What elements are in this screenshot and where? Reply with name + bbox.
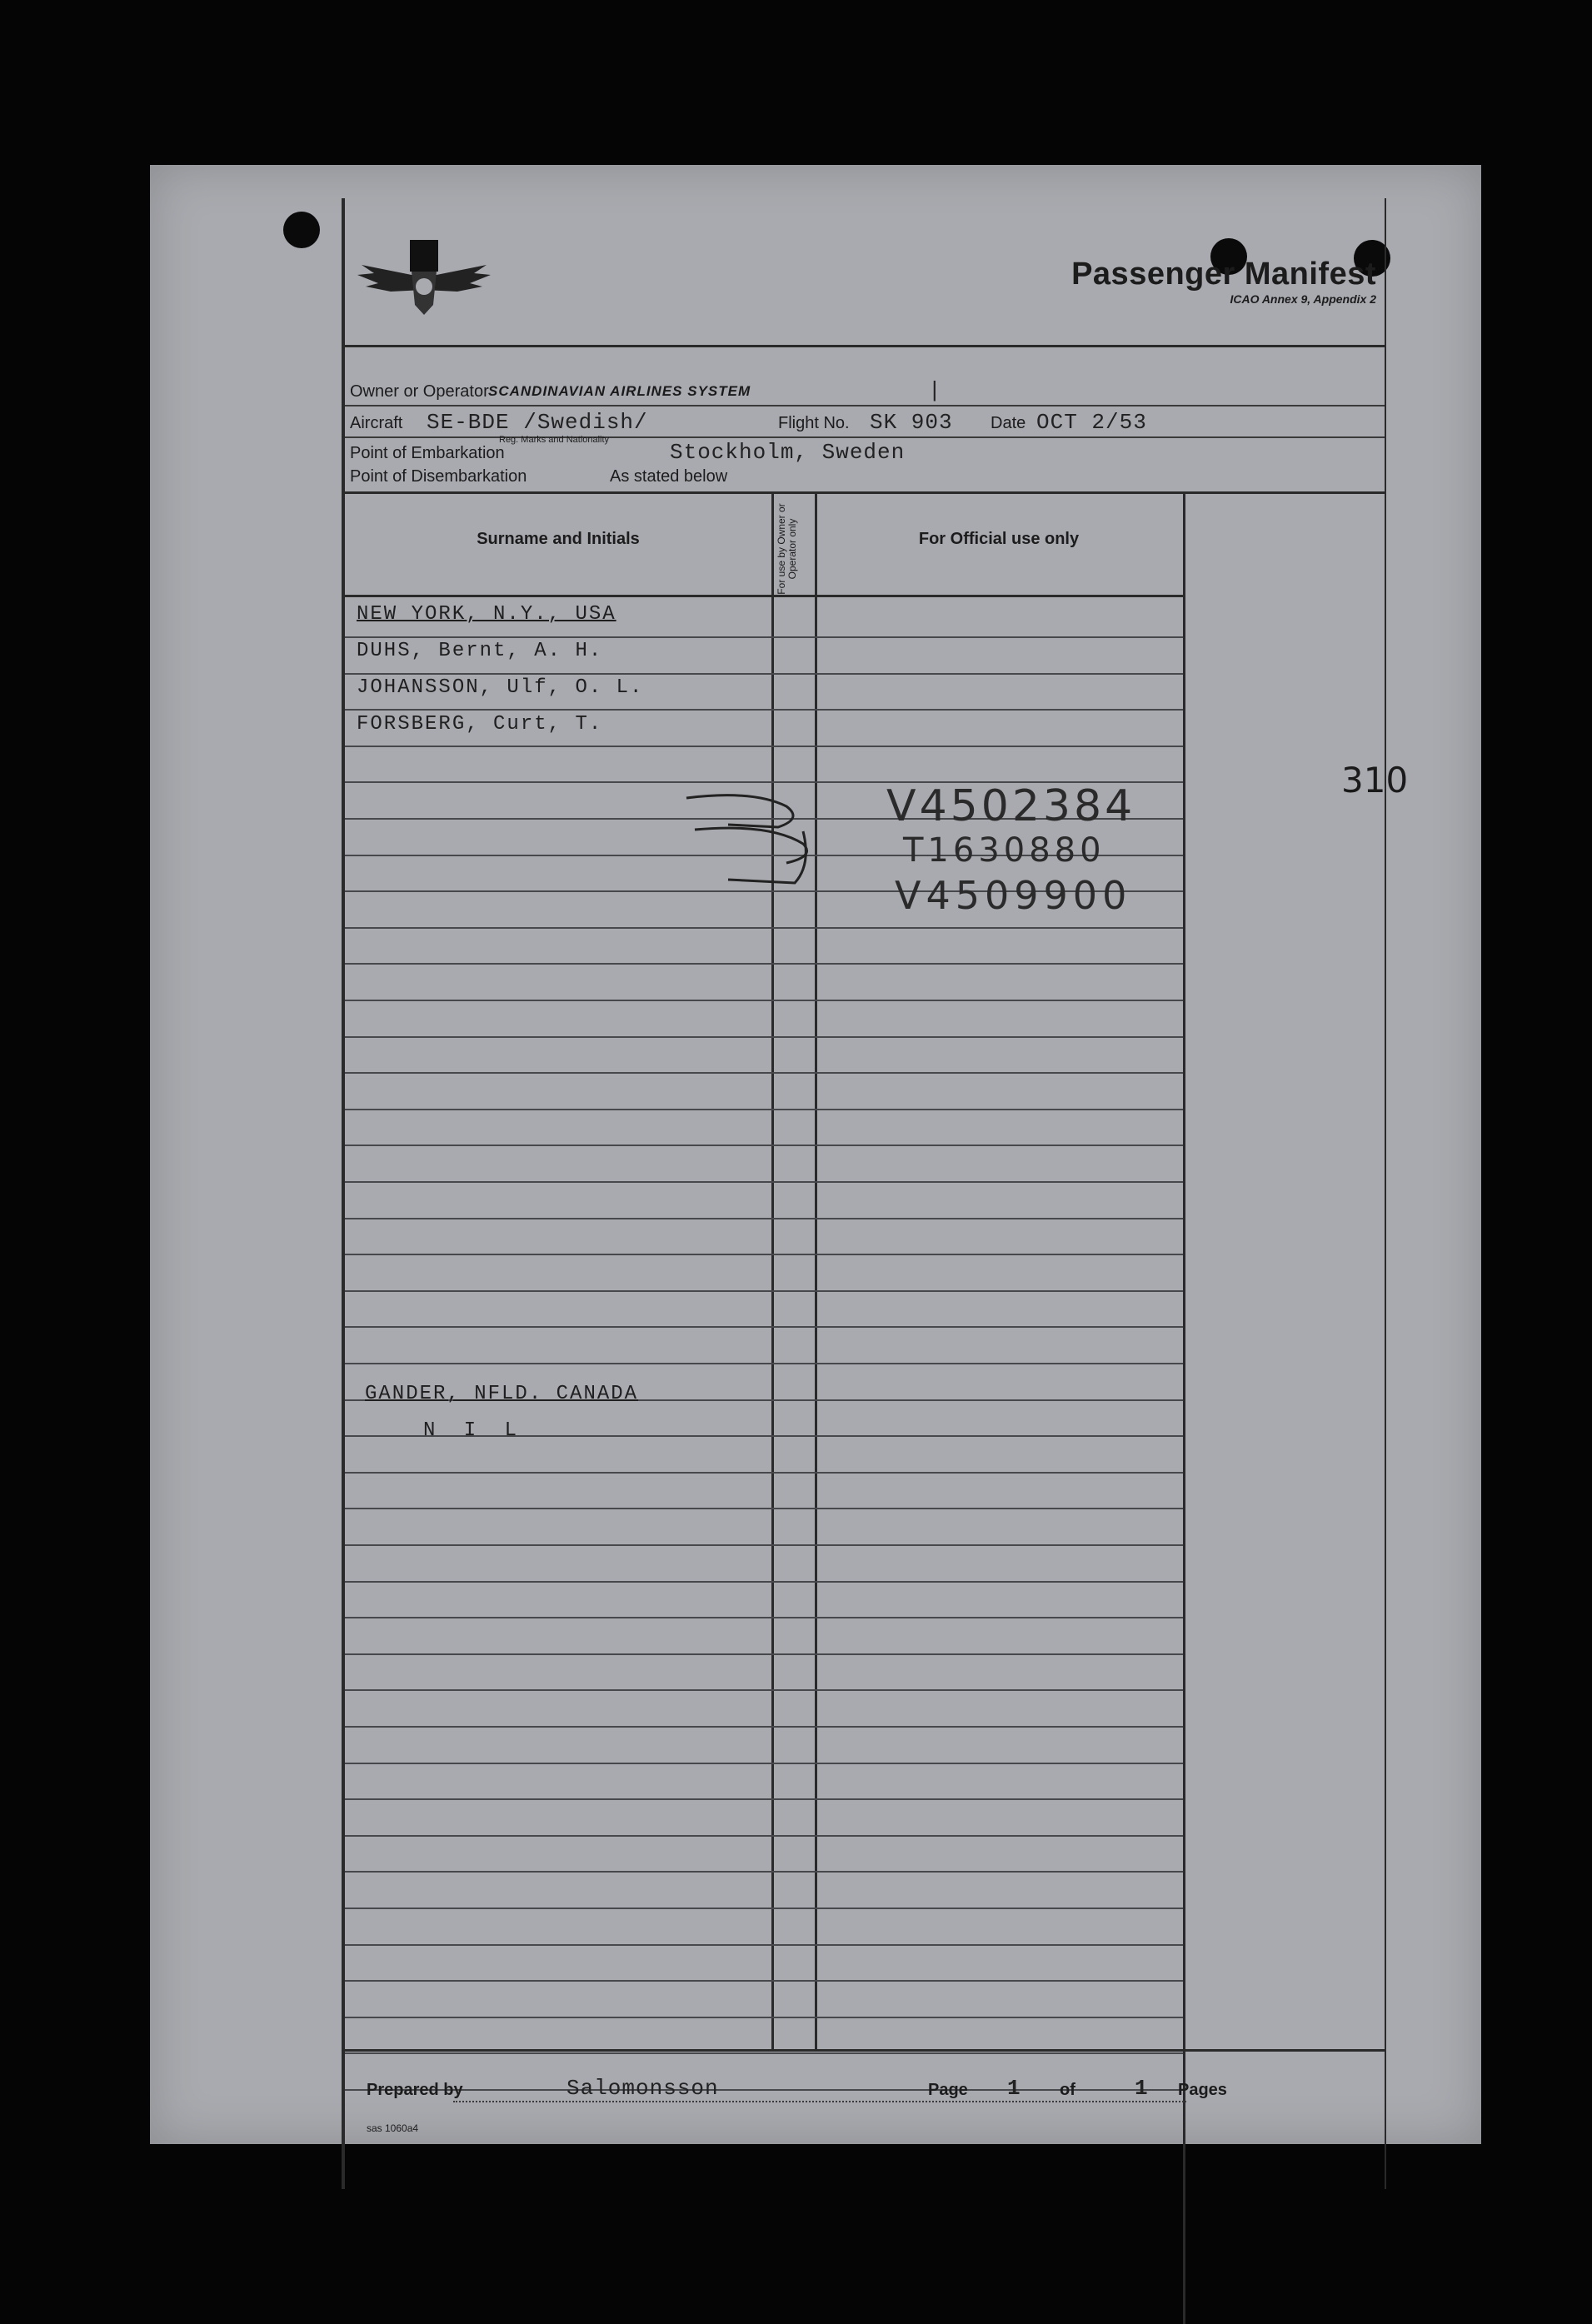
aircraft-note: Reg. Marks and Nationality (499, 435, 610, 445)
aircraft-value: SE-BDE /Swedish/ (427, 410, 648, 435)
disembarkation-row (345, 463, 1385, 490)
manifest-sheet (150, 165, 1481, 2144)
table-ruled-line (345, 963, 1183, 965)
table-ruled-line (345, 1763, 1183, 1764)
handwritten-code-1: V4502384 (886, 781, 1136, 831)
table-ruled-line (345, 1908, 1183, 1909)
prepared-value: Salomonsson (566, 2076, 719, 2101)
manifest-title: Passenger Manifest (1071, 257, 1376, 292)
manifest-subtitle: ICAO Annex 9, Appendix 2 (1230, 292, 1376, 306)
column-header-official: For Official use only (918, 530, 1080, 548)
handwritten-code-3: V4509900 (895, 873, 1132, 918)
manifest-form (342, 198, 1386, 2189)
manifest-entry: FORSBERG, Curt, T. (357, 713, 603, 736)
column-header-surname: Surname and Initials (477, 530, 640, 548)
prepared-label: Prepared by (367, 2081, 463, 2099)
manifest-entry: DUHS, Bernt, A. H. (357, 640, 603, 662)
aircraft-row (345, 406, 1385, 445)
footer-dotted-line (453, 2101, 1186, 2102)
table-ruled-line (345, 1689, 1183, 1691)
table-ruled-line (345, 1000, 1183, 1001)
owner-value: SCANDINAVIAN AIRLINES SYSTEM (488, 383, 751, 399)
owner-mark: | (928, 378, 942, 403)
table-ruled-line (345, 1726, 1183, 1728)
punch-hole-left (283, 212, 320, 248)
disembarkation-label: Point of Disembarkation (350, 467, 527, 486)
table-ruled-line (345, 2052, 1183, 2054)
table-ruled-line (345, 746, 1183, 747)
table-ruled-line (345, 1326, 1183, 1328)
column-header-owner-use: For use by Owner or Operator only (776, 503, 798, 595)
pages-label: Pages (1178, 2081, 1227, 2099)
airline-wings-logo-icon (353, 232, 495, 323)
table-ruled-line (345, 1617, 1183, 1618)
table-ruled-line (345, 1363, 1183, 1364)
table-ruled-line (345, 927, 1183, 929)
handwritten-code-2: T1630880 (903, 831, 1105, 870)
flight-value: SK 903 (870, 410, 953, 435)
manifest-entry: JOHANSSON, Ulf, O. L. (357, 676, 644, 699)
column-header-rule (345, 595, 1185, 597)
table-ruled-line (345, 1109, 1183, 1110)
table-ruled-line (345, 1871, 1183, 1873)
table-ruled-line (345, 1036, 1183, 1038)
date-value: OCT 2/53 (1036, 410, 1147, 435)
page-label: Page (928, 2081, 968, 2099)
of-value: 1 (1135, 2076, 1149, 2101)
date-label: Date (991, 414, 1026, 432)
form-code: sas 1060a4 (367, 2122, 419, 2134)
manifest-entry: N I L (423, 1419, 526, 1442)
table-ruled-line (345, 1798, 1183, 1800)
table-ruled-line (345, 709, 1183, 711)
table-ruled-line (345, 2089, 1183, 2091)
page-value: 1 (1007, 2076, 1021, 2101)
table-ruled-line (345, 1653, 1183, 1655)
footer-rule (345, 2049, 1385, 2052)
owner-row (345, 375, 1385, 406)
column-divider-1 (771, 491, 774, 2049)
table-ruled-line (345, 673, 1183, 675)
table-ruled-line (345, 636, 1183, 638)
table-ruled-line (345, 1835, 1183, 1837)
manifest-entry: GANDER, NFLD. CANADA (365, 1383, 639, 1405)
table-ruled-line (345, 1581, 1183, 1583)
embarkation-label: Point of Embarkation (350, 444, 505, 462)
table-ruled-line (345, 1472, 1183, 1474)
manifest-entry: NEW YORK, N.Y., USA (357, 603, 616, 626)
passenger-table (345, 491, 1385, 2049)
table-ruled-line (345, 2017, 1183, 2018)
table-ruled-line (345, 1181, 1183, 1183)
table-ruled-line (345, 1218, 1183, 1219)
embarkation-value: Stockholm, Sweden (670, 440, 906, 465)
table-ruled-line (345, 1508, 1183, 1509)
handwritten-check-marks-icon (678, 781, 836, 890)
table-ruled-line (345, 1145, 1183, 1146)
margin-page-number: 310 (1341, 760, 1409, 800)
table-ruled-line (345, 1980, 1183, 1982)
header-rule (345, 345, 1385, 347)
table-ruled-line (345, 1544, 1183, 1546)
owner-label: Owner or Operator (350, 382, 489, 401)
of-label: of (1060, 2081, 1075, 2099)
table-ruled-line (345, 1290, 1183, 1292)
table-ruled-line (345, 1072, 1183, 1074)
form-title (1071, 257, 1376, 306)
embarkation-row (345, 436, 1385, 466)
column-divider-2 (815, 491, 817, 2049)
aircraft-label: Aircraft (350, 414, 403, 432)
table-ruled-line (345, 1944, 1183, 1946)
table-ruled-line (345, 1254, 1183, 1255)
flight-label: Flight No. (778, 414, 850, 432)
disembarkation-value: As stated below (610, 467, 728, 486)
